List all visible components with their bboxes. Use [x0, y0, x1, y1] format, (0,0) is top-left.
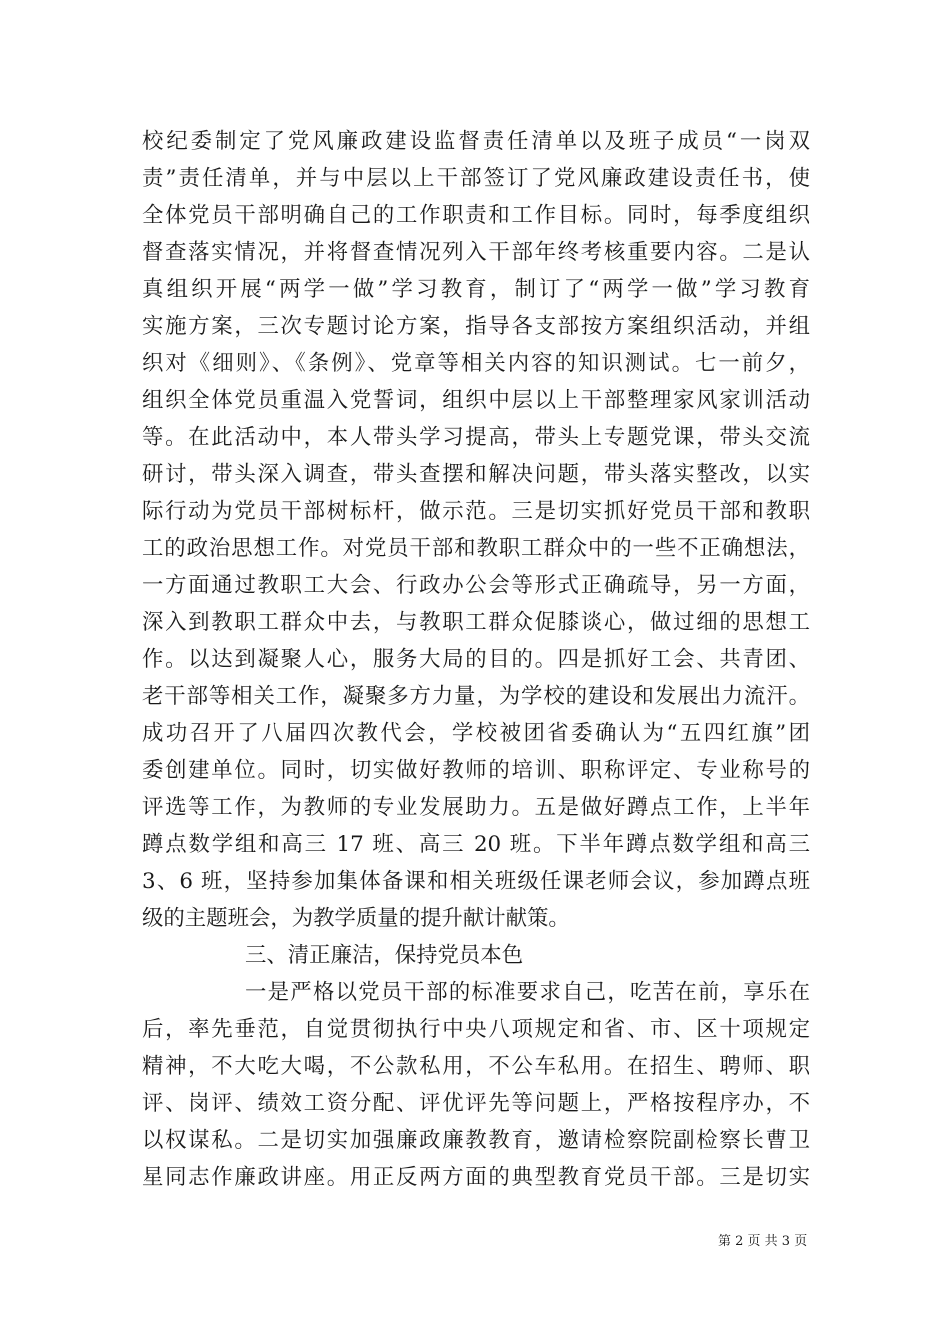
paragraph-line: 后，率先垂范，自觉贯彻执行中央八项规定和省、市、区十项规定: [142, 1017, 810, 1042]
paragraph-line: 工的政治思想工作。对党员干部和教职工群众中的一些不正确想法，: [142, 536, 810, 561]
paragraph-line: 际行动为党员干部树标杆，做示范。三是切实抓好党员干部和教职: [142, 499, 810, 524]
paragraph-line: 等。在此活动中，本人带头学习提高，带头上专题党课，带头交流: [142, 425, 810, 450]
paragraph-line: 级的主题班会，为教学质量的提升献计献策。: [142, 906, 570, 931]
paragraph-line: 成功召开了八届四次教代会，学校被团省委确认为“五四红旗”团: [142, 721, 810, 746]
paragraph-line: 一是严格以党员干部的标准要求自己，吃苦在前，享乐在: [245, 980, 810, 1005]
paragraph-line: 深入到教职工群众中去，与教职工群众促膝谈心，做过细的思想工: [142, 610, 810, 635]
section-heading: 三、清正廉洁，保持党员本色: [245, 943, 524, 968]
paragraph-line: 实施方案，三次专题讨论方案，指导各支部按方案组织活动，并组: [142, 314, 810, 339]
paragraph-line: 以权谋私。二是切实加强廉政廉教教育，邀请检察院副检察长曹卫: [142, 1128, 810, 1153]
paragraph-line: 老干部等相关工作，凝聚多方力量，为学校的建设和发展出力流汗。: [142, 684, 810, 709]
paragraph-line: 组织全体党员重温入党誓词，组织中层以上干部整理家风家训活动: [142, 388, 810, 413]
paragraph-line: 研讨，带头深入调查，带头查摆和解决问题，带头落实整改，以实: [142, 462, 810, 487]
paragraph-line: 评、岗评、绩效工资分配、评优评先等问题上，严格按程序办，不: [142, 1091, 810, 1116]
paragraph-line: 全体党员干部明确自己的工作职责和工作目标。同时，每季度组织: [142, 203, 810, 228]
paragraph-line: 督查落实情况，并将督查情况列入干部年终考核重要内容。二是认: [142, 240, 810, 265]
paragraph-line: 3、6 班，坚持参加集体备课和相关班级任课老师会议，参加蹲点班: [142, 869, 810, 894]
paragraph-line: 一方面通过教职工大会、行政办公会等形式正确疏导，另一方面，: [142, 573, 810, 598]
paragraph-line: 校纪委制定了党风廉政建设监督责任清单以及班子成员“一岗双: [142, 129, 810, 154]
paragraph-line: 织对《细则》、《条例》、党章等相关内容的知识测试。七一前夕，: [142, 351, 810, 376]
paragraph-line: 评选等工作，为教师的专业发展助力。五是做好蹲点工作，上半年: [142, 795, 810, 820]
paragraph-line: 精神，不大吃大喝，不公款私用，不公车私用。在招生、聘师、职: [142, 1054, 810, 1079]
paragraph-line: 责”责任清单，并与中层以上干部签订了党风廉政建设责任书，使: [142, 166, 810, 191]
paragraph-line: 蹲点数学组和高三 17 班、高三 20 班。下半年蹲点数学组和高三: [142, 832, 810, 857]
paragraph-line: 星同志作廉政讲座。用正反两方面的典型教育党员干部。三是切实: [142, 1165, 810, 1190]
paragraph-line: 作。以达到凝聚人心，服务大局的目的。四是抓好工会、共青团、: [142, 647, 810, 672]
paragraph-line: 真组织开展“两学一做”学习教育，制订了“两学一做”学习教育: [142, 277, 810, 302]
page-footer: 第 2 页 共 3 页: [718, 1234, 808, 1249]
paragraph-line: 委创建单位。同时，切实做好教师的培训、职称评定、专业称号的: [142, 758, 810, 783]
